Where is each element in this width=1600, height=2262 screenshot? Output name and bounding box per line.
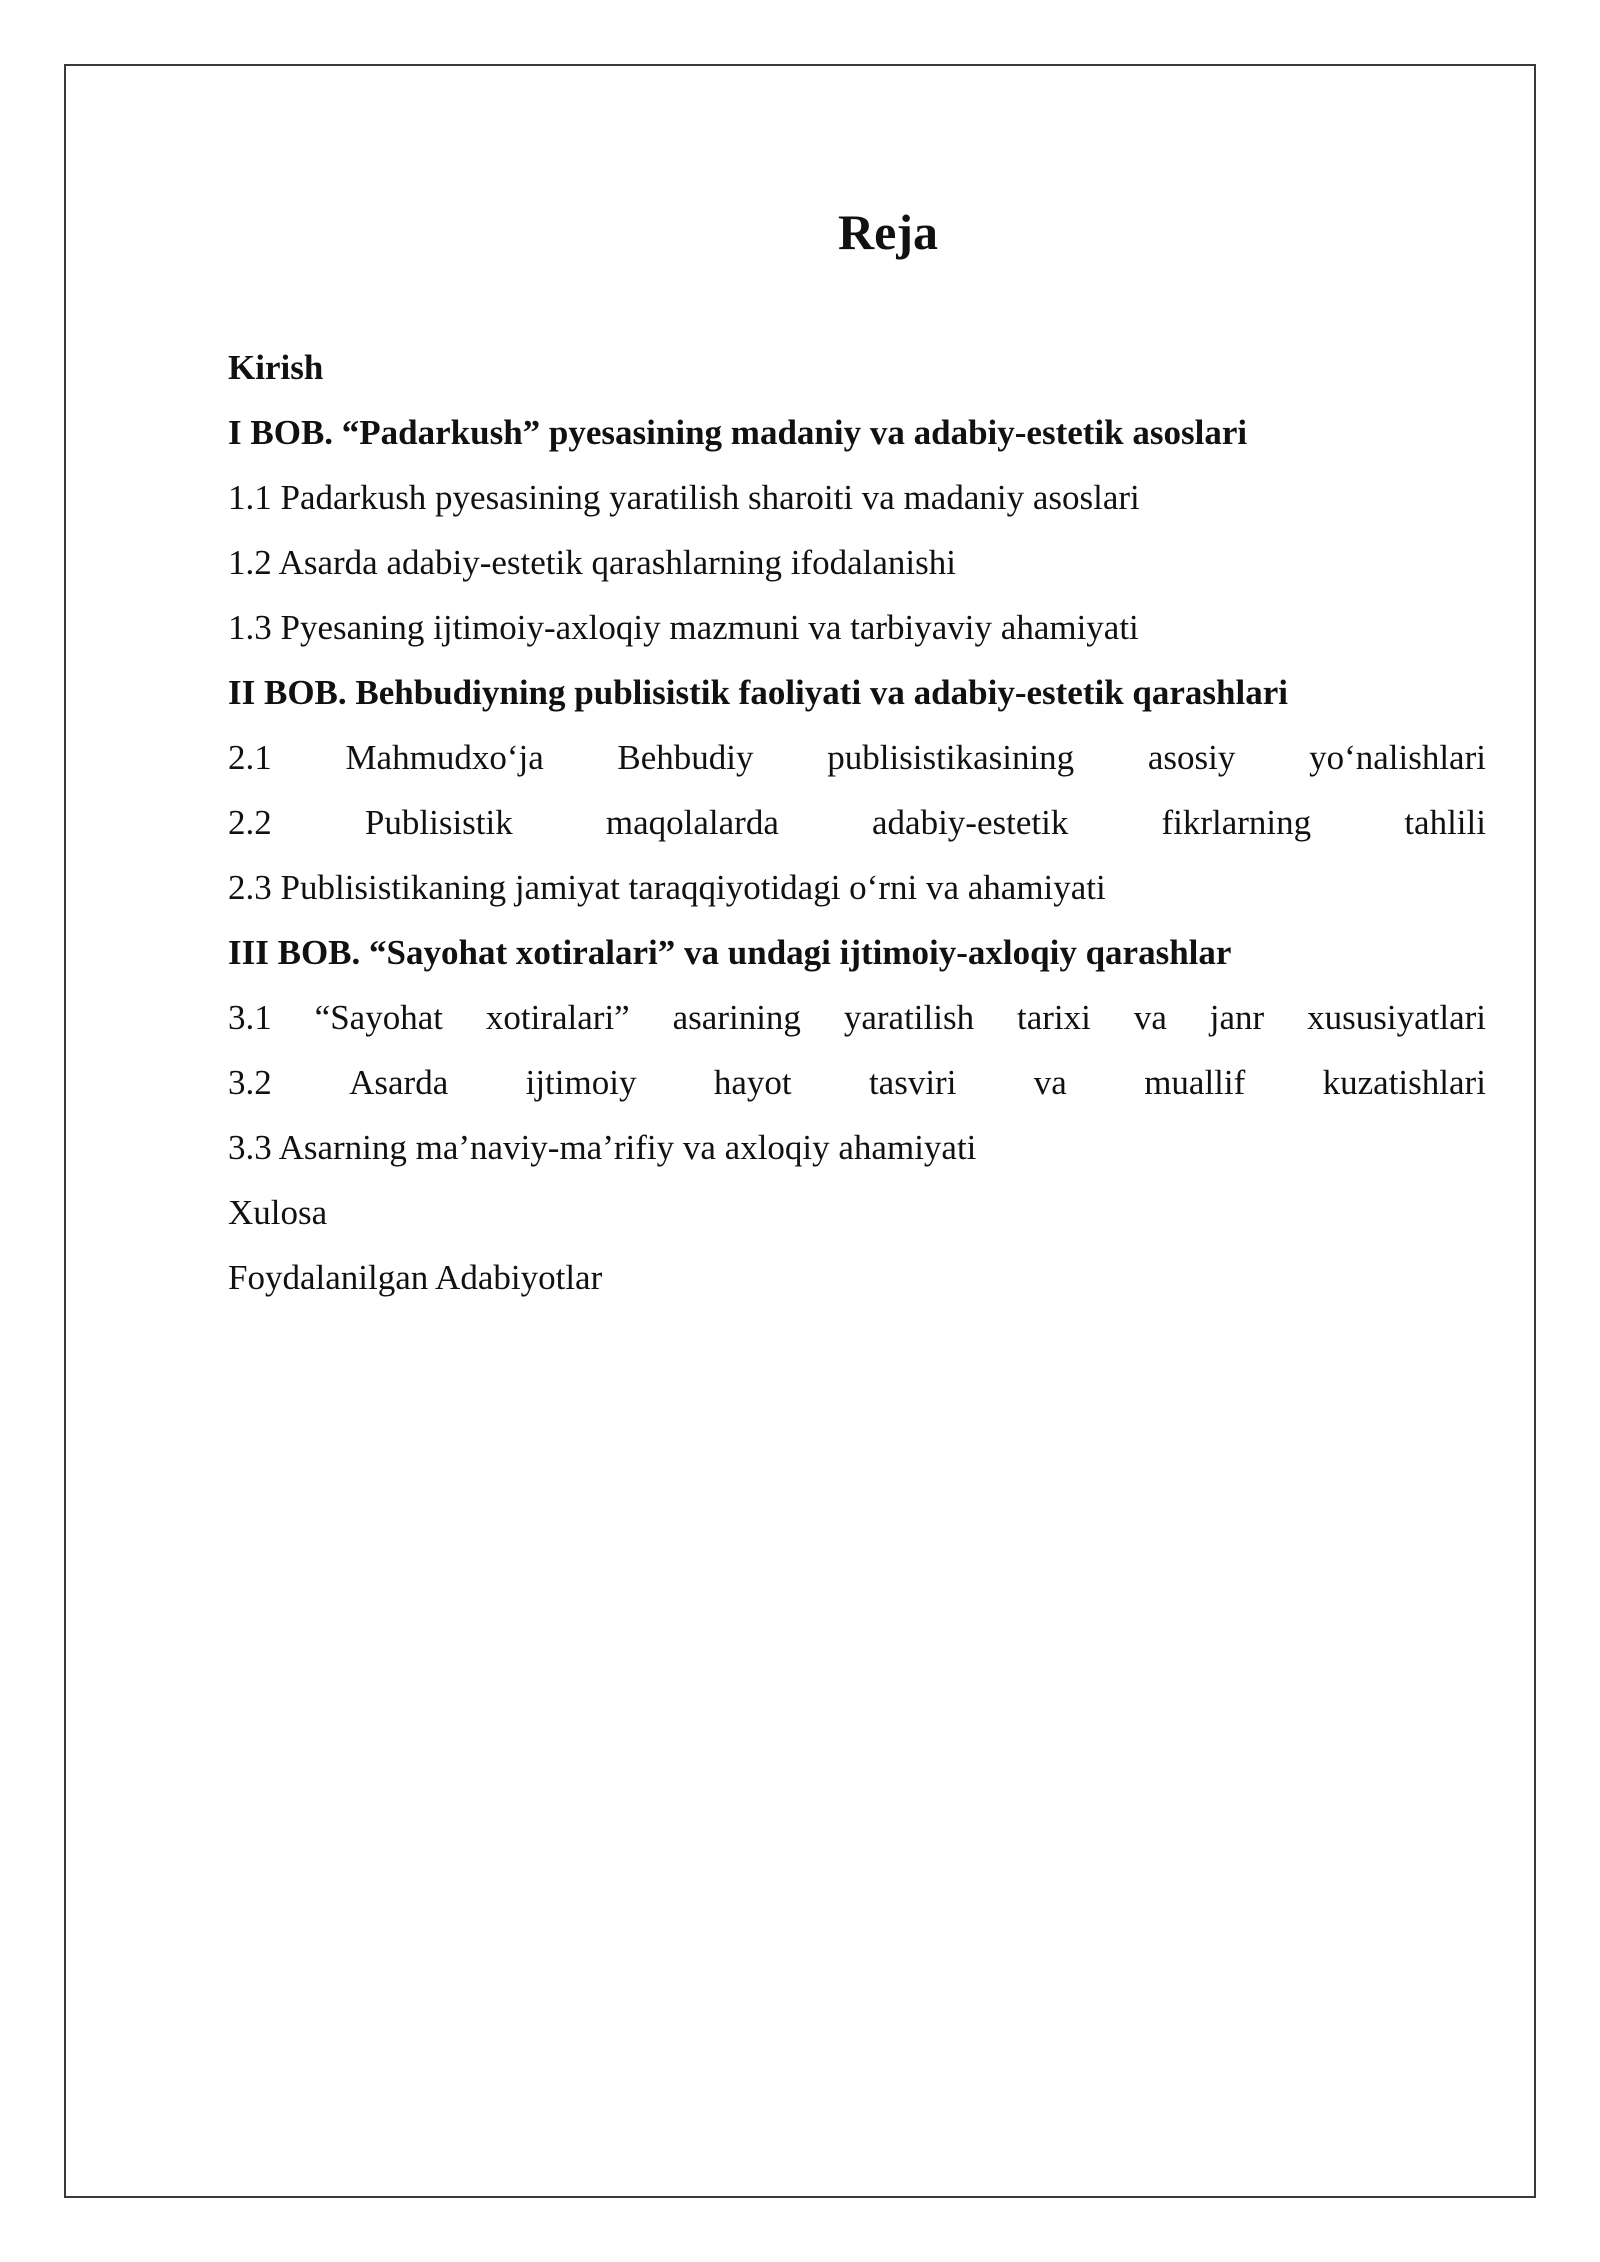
plan-item-word: asarining bbox=[672, 998, 801, 1037]
plan-item-word: 3.1 bbox=[228, 998, 272, 1037]
plan-item: II BOB. Behbudiyning publisistik faoliyati va adabiy-estetik qarashlari bbox=[228, 673, 1288, 712]
plan-item: 1.1 Padarkush pyesasining yaratilish sharoiti va madaniy asoslari bbox=[228, 478, 1140, 517]
plan-item-word: “Sayohat bbox=[314, 998, 443, 1037]
plan-item: III BOB. “Sayohat xotiralari” va undagi ijtimoiy-axloqiy qarashlar bbox=[228, 933, 1232, 972]
plan-item: 3.3 Asarning ma’naviy-ma’rifiy va axloqiy ahamiyati bbox=[228, 1128, 977, 1167]
plan-item: 2.3 Publisistikaning jamiyat taraqqiyotidagi o‘rni va ahamiyati bbox=[228, 868, 1106, 907]
plan-item bbox=[228, 790, 1486, 855]
plan-item: Kirish bbox=[228, 348, 324, 387]
plan-item-word: Mahmudxo‘ja bbox=[345, 738, 544, 777]
plan-item-word: xotiralari” bbox=[485, 998, 630, 1037]
plan-item-word: xususiyatlari bbox=[1307, 998, 1486, 1037]
plan-item-word: hayot bbox=[713, 1063, 792, 1102]
plan-item: Foydalanilgan Adabiyotlar bbox=[228, 1258, 603, 1297]
plan-item-word: tasviri bbox=[868, 1063, 957, 1102]
plan-item-word: publisistikasining bbox=[827, 738, 1075, 777]
plan-item: I BOB. “Padarkush” pyesasining madaniy va adabiy-estetik asoslari bbox=[228, 413, 1248, 452]
plan-list bbox=[228, 335, 1486, 1310]
plan-item: Xulosa bbox=[228, 1193, 328, 1232]
plan-item-word: Publisistik bbox=[364, 803, 513, 842]
plan-item-word: 2.1 bbox=[228, 738, 272, 777]
plan-item-word: muallif bbox=[1144, 1063, 1246, 1102]
plan-item: 1.2 Asarda adabiy-estetik qarashlarning ifodalanishi bbox=[228, 543, 956, 582]
plan-item-word: Behbudiy bbox=[617, 738, 754, 777]
plan-item-word: tarixi bbox=[1017, 998, 1091, 1037]
plan-item-word: 2.2 bbox=[228, 803, 272, 842]
plan-item-word: tahlili bbox=[1404, 803, 1486, 842]
plan-item bbox=[228, 725, 1486, 790]
plan-item-word: yo‘nalishlari bbox=[1309, 738, 1486, 777]
plan-item-word: janr bbox=[1209, 998, 1265, 1037]
plan-item bbox=[228, 985, 1486, 1050]
plan-item-word: va bbox=[1133, 998, 1167, 1037]
plan-item-word: kuzatishlari bbox=[1322, 1063, 1486, 1102]
plan-item-word: yaratilish bbox=[843, 998, 975, 1037]
plan-item-word: adabiy-estetik bbox=[872, 803, 1069, 842]
plan-item-word: va bbox=[1033, 1063, 1067, 1102]
plan-item bbox=[228, 1050, 1486, 1115]
plan-item-word: 3.2 bbox=[228, 1063, 272, 1102]
plan-item-word: fikrlarning bbox=[1161, 803, 1312, 842]
plan-item: 1.3 Pyesaning ijtimoiy-axloqiy mazmuni va tarbiyaviy ahamiyati bbox=[228, 608, 1139, 647]
plan-item-word: Asarda bbox=[349, 1063, 449, 1102]
plan-item-word: ijtimoiy bbox=[525, 1063, 637, 1102]
plan-item-word: asosiy bbox=[1147, 738, 1236, 777]
page-title: Reja bbox=[838, 204, 938, 260]
plan-item-word: maqolalarda bbox=[605, 803, 779, 842]
